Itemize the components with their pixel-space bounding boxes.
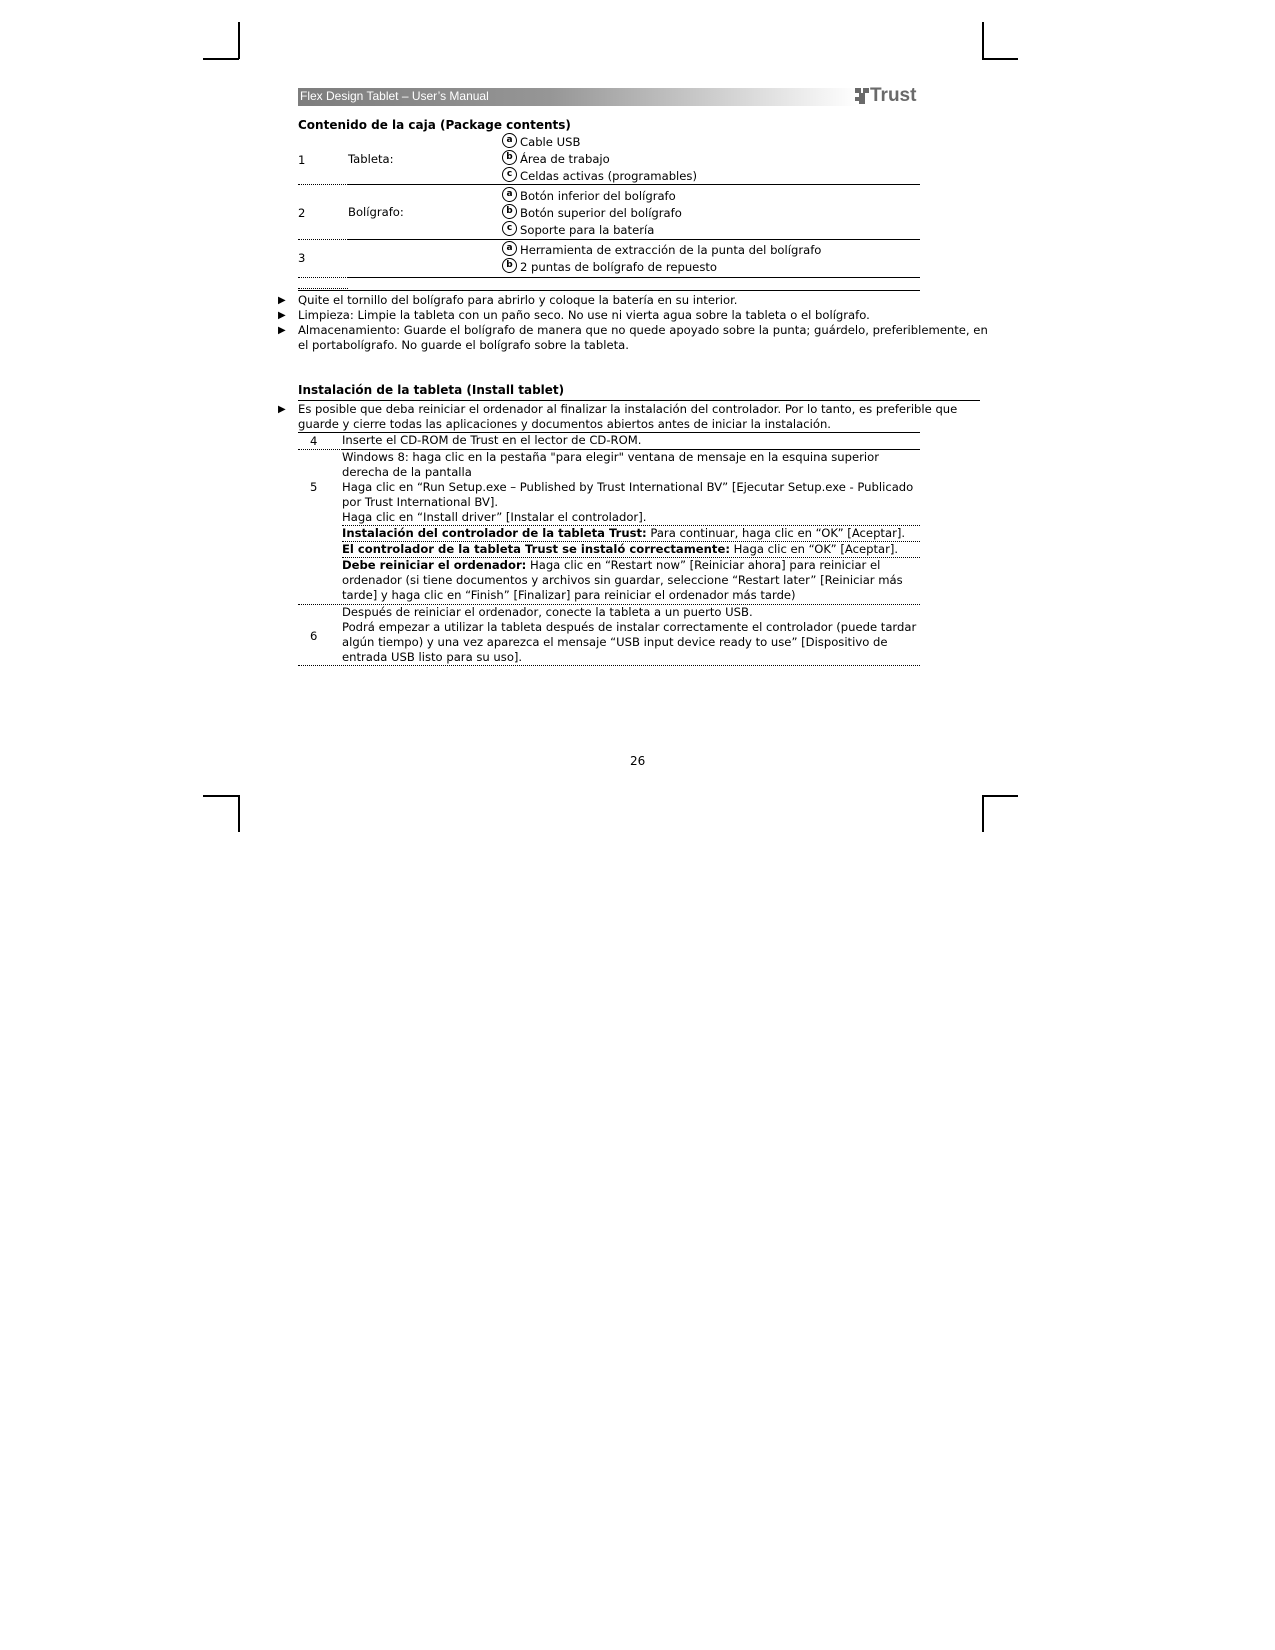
- item-marker-c: c: [502, 167, 517, 182]
- page-number: 26: [630, 754, 646, 768]
- item-marker-b: b: [502, 150, 517, 165]
- crop-mark-top-right-h: [982, 58, 1018, 60]
- crop-mark-bottom-left-v: [238, 795, 240, 832]
- crop-mark-bottom-right-v: [982, 795, 984, 832]
- item-marker-a: a: [502, 133, 517, 148]
- step-text-rest: Para continuar, haga clic en “OK” [Aceptar].: [646, 526, 906, 540]
- note-text: Almacenamiento: Guarde el bolígrafo de manera que no quede apoyado sobre la punta; guárdelo, preferiblemente, en el portabolígrafo. No guarde el bolígrafo sobre la tableta.: [298, 323, 988, 352]
- table-end-divider: [298, 288, 348, 289]
- item-marker-b: b: [502, 204, 517, 219]
- trust-logo: [855, 85, 916, 107]
- row-number: 3: [298, 251, 306, 265]
- item-marker-a: a: [502, 187, 517, 202]
- item-text: Área de trabajo: [520, 152, 610, 166]
- step-number: 6: [310, 629, 318, 643]
- row-number: 2: [298, 206, 306, 220]
- row-divider: [348, 184, 920, 185]
- trust-logo-text: Trust: [870, 85, 917, 106]
- note-text: Limpieza: Limpie la tableta con un paño seco. No use ni vierta agua sobre la tableta o el bolígrafo.: [298, 308, 870, 322]
- step-divider: [298, 449, 342, 450]
- item-text: 2 puntas de bolígrafo de repuesto: [520, 260, 717, 274]
- step-bold-text: Debe reiniciar el ordenador:: [342, 558, 527, 572]
- trust-logo-icon: [855, 88, 869, 104]
- row-number: 1: [298, 153, 306, 167]
- install-title-rule: [298, 400, 980, 401]
- note-text: Quite el tornillo del bolígrafo para abrirlo y coloque la batería en su interior.: [298, 293, 738, 307]
- item-marker-c: c: [502, 221, 517, 236]
- step-text-rest: Haga clic en “Restart now” [Reiniciar ahora] para reiniciar el ordenador (si tiene documentos y archivos sin guardar, seleccione “Restart later” [Reiniciar más tarde] y haga clic en “Finish” [Finalizar] para reiniciar el ordenador más tarde): [342, 558, 903, 602]
- step-divider: [298, 665, 920, 666]
- step-bold-text: El controlador de la tableta Trust se instaló correctamente:: [342, 542, 730, 556]
- crop-mark-top-right-v: [982, 22, 984, 59]
- row-label: Tableta:: [348, 152, 394, 166]
- item-marker-b: b: [502, 258, 517, 273]
- bullet-arrow-icon: ▶: [278, 404, 286, 415]
- item-text: Herramienta de extracción de la punta del bolígrafo: [520, 243, 822, 257]
- step-text: Windows 8: haga clic en la pestaña "para elegir" ventana de mensaje en la esquina superior derecha de la pantalla: [342, 450, 879, 479]
- row-divider: [298, 277, 348, 278]
- bullet-arrow-icon: ▶: [278, 325, 286, 336]
- step-text: Haga clic en “Run Setup.exe – Published by Trust International BV” [Ejecutar Setup.exe - Publicado por Trust International BV].: [342, 480, 914, 509]
- row-divider: [298, 239, 348, 240]
- crop-mark-top-left-h: [203, 58, 239, 60]
- step-text: [342, 526, 922, 541]
- crop-mark-top-left-v: [238, 22, 240, 59]
- step-number: 4: [310, 434, 318, 448]
- row-divider: [348, 239, 920, 240]
- install-title: Instalación de la tableta (Install tablet): [298, 383, 565, 397]
- package-title: Contenido de la caja (Package contents): [298, 118, 571, 132]
- crop-mark-bottom-right-h: [982, 795, 1018, 797]
- step-number: 5: [310, 480, 318, 494]
- item-text: Cable USB: [520, 135, 581, 149]
- item-text: Soporte para la batería: [520, 223, 655, 237]
- header-title: Flex Design Tablet – User’s Manual: [300, 89, 489, 103]
- crop-mark-bottom-left-h: [203, 795, 239, 797]
- step-text: Inserte el CD-ROM de Trust en el lector de CD-ROM.: [342, 433, 642, 447]
- item-text: Botón inferior del bolígrafo: [520, 189, 676, 203]
- item-text: Celdas activas (programables): [520, 169, 697, 183]
- row-divider: [348, 277, 920, 278]
- step-bold-text: Instalación del controlador de la tableta Trust:: [342, 526, 647, 540]
- row-label: Bolígrafo:: [348, 205, 404, 219]
- step-text: Podrá empezar a utilizar la tableta después de instalar correctamente el controlador (puede tardar algún tiempo) y una vez aparezca el mensaje “USB input device ready to use” [Dispositivo de entrada USB listo para su uso].: [342, 620, 917, 664]
- item-marker-a: a: [502, 241, 517, 256]
- row-divider: [298, 184, 348, 185]
- bullet-arrow-icon: ▶: [278, 295, 286, 306]
- bullet-arrow-icon: ▶: [278, 310, 286, 321]
- step-text: [342, 558, 922, 603]
- step-text: Haga clic en “Install driver” [Instalar el controlador].: [342, 510, 647, 524]
- step-text-rest: Haga clic en “OK” [Aceptar].: [729, 542, 899, 556]
- item-text: Botón superior del bolígrafo: [520, 206, 682, 220]
- table-end-divider: [298, 290, 920, 291]
- step-text: [342, 542, 922, 557]
- install-note: Es posible que deba reiniciar el ordenador al finalizar la instalación del controlador. Por lo tanto, es preferible que guarde y cierre todas las aplicaciones y documentos abiertos antes de iniciar la instalación.: [298, 402, 958, 431]
- step-text: Después de reiniciar el ordenador, conecte la tableta a un puerto USB.: [342, 605, 753, 619]
